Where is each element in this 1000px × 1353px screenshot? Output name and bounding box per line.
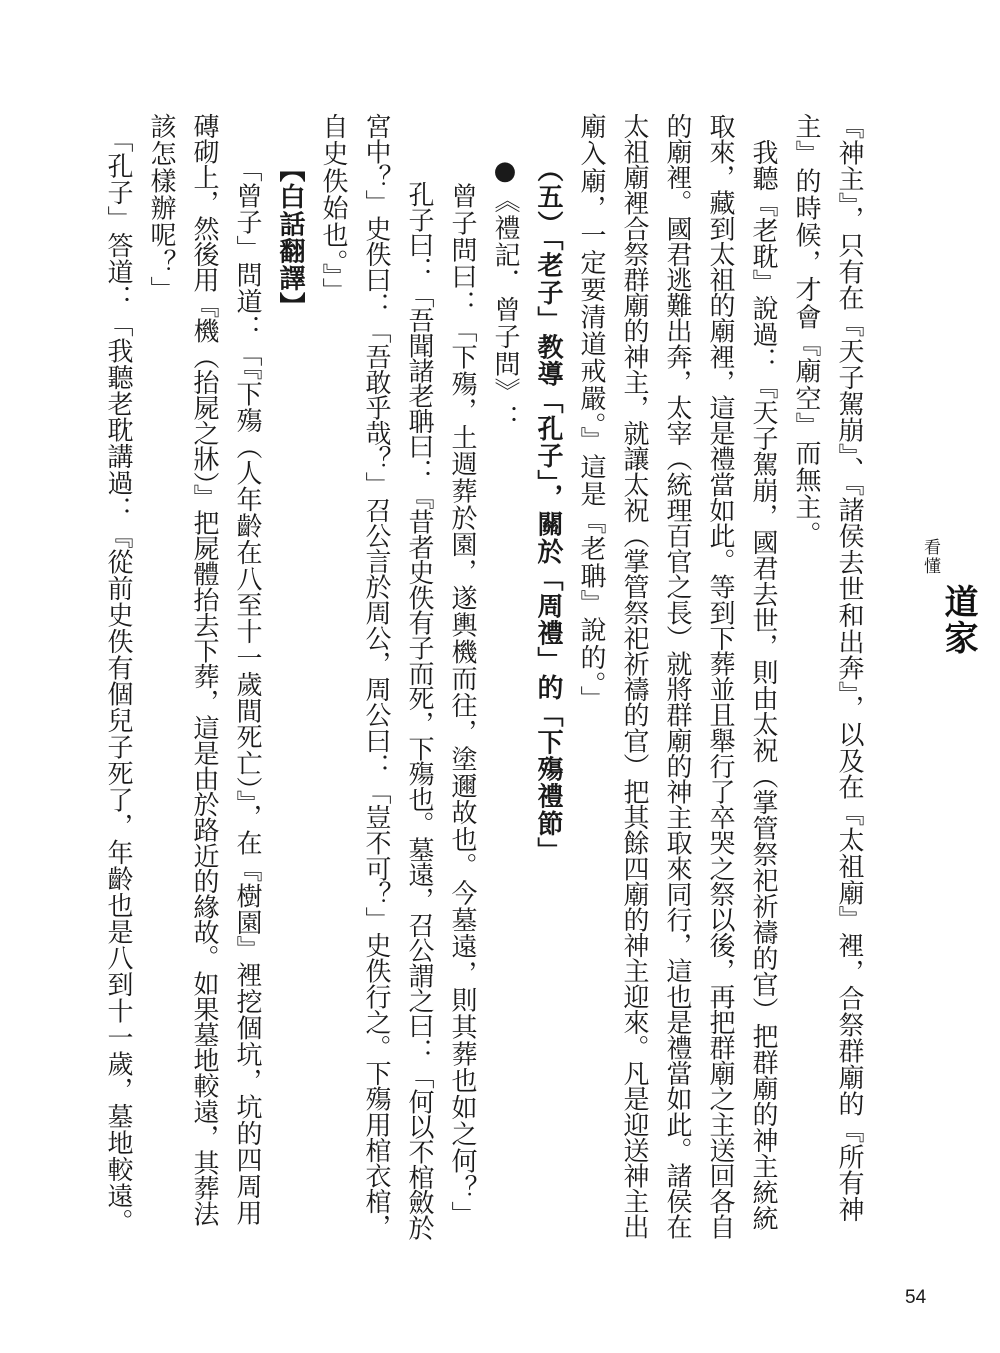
text-column: 磚砌上，然後用『機（抬屍之牀）』把屍體抬去下葬，這是由於路近的緣故。如果墓地較遠，其葬法	[189, 113, 219, 1227]
text-column: 曾子問曰：「下殤，土週葬於園，遂輿機而往，塗邇故也。今墓遠，則其葬也如之何？」	[447, 156, 477, 1228]
text-column: 宮中？」史佚曰：「吾敢乎哉？」召公言於周公，周公曰：「豈不可？」史佚行之。下殤用棺衣棺，	[361, 113, 391, 1240]
text-column: 自史佚始也。』」	[318, 113, 348, 305]
text-column: 太祖廟裡合祭群廟的神主，就讓太祝（掌管祭祀祈禱的官）把其餘四廟的神主迎來。凡是迎送神主出	[619, 113, 649, 1240]
text-column: 主』的時候，才會『廟空』而無主。	[791, 113, 821, 549]
page-number: 54	[905, 1287, 927, 1308]
text-column: 「曾子」問道：「『下殤（人年齡在八至十一歲間死亡）』，在『樹園』裡挖個坑，坑的四周用	[232, 156, 262, 1226]
text-column: 孔子曰：「吾聞諸老聃曰：『昔者史佚有子而死，下殤也。墓遠，召公謂之曰：「何以不棺斂於	[404, 156, 434, 1240]
text-column: 『神主』，只有在『天子駕崩』、『諸侯去世和出奔』，以及在『太祖廟』裡，合祭群廟的『所有神	[834, 113, 864, 1223]
text-column: 取來，藏到太祖的廟裡，這是禮當如此。等到下葬並且舉行了卒哭之祭以後，再把群廟之主送回各自	[705, 113, 735, 1240]
section-heading: （五）「老子」教導「孔子」，關於「周禮」的「下殤禮節」	[533, 156, 563, 865]
running-head-title: 道家	[938, 584, 978, 656]
running-head-series: 看懂	[920, 538, 940, 576]
text-column: 廟入廟，一定要清道戒嚴。』這是『老聃』說的。」	[576, 113, 606, 713]
text-column: 「孔子」答道：「我聽老耽講過：『從前史佚有個兒子死了，年齡也是八到十一歲，墓地較遠。	[103, 113, 133, 1236]
translation-heading: 【白話翻譯】	[275, 156, 305, 320]
text-column: 的廟裡。國君逃難出奔，太宰（統理百官之長）就將群廟的神主取來同行，這也是禮當如此。諸侯在	[662, 113, 692, 1240]
source-citation: ●《禮記．曾子問》：	[490, 156, 520, 432]
text-column: 我聽『老耽』說過：『天子駕崩，國君去世，則由太祝（掌管祭祀祈禱的官）把群廟的神主統統	[748, 113, 778, 1231]
text-column: 該怎樣辦呢？」	[146, 113, 176, 304]
